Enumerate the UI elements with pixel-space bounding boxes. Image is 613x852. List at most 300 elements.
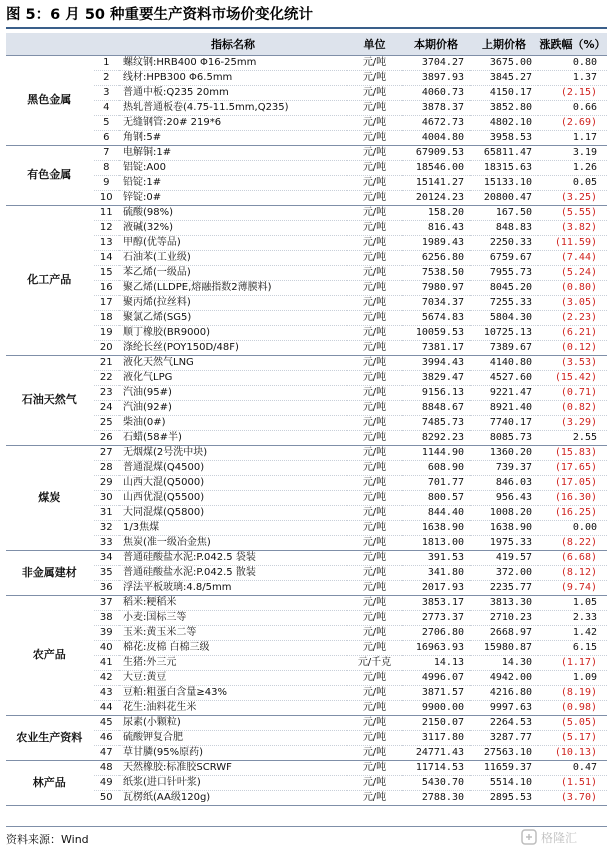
current-price: 2150.07 [402, 715, 470, 730]
indicator-name: 浮法平板玻璃:4.8/5mm [119, 580, 347, 595]
change-pct: (8.12) [538, 565, 607, 580]
table-row [6, 490, 607, 505]
indicator-name: 无缝钢管:20# 219*6 [119, 115, 347, 130]
current-price: 15141.27 [402, 175, 470, 190]
change-pct: (5.55) [538, 205, 607, 220]
unit-cell: 元/吨 [347, 760, 402, 775]
previous-price: 3958.53 [470, 130, 538, 145]
previous-price: 419.57 [470, 550, 538, 565]
table-row [6, 100, 607, 115]
row-number: 22 [93, 370, 119, 385]
row-number: 33 [93, 535, 119, 550]
table-row [6, 310, 607, 325]
change-pct: (8.19) [538, 685, 607, 700]
unit-cell: 元/吨 [347, 700, 402, 715]
previous-price: 3852.80 [470, 100, 538, 115]
current-price: 11714.53 [402, 760, 470, 775]
row-number: 48 [93, 760, 119, 775]
unit-cell: 元/吨 [347, 160, 402, 175]
previous-price: 6759.67 [470, 250, 538, 265]
table-row [6, 235, 607, 250]
row-number: 16 [93, 280, 119, 295]
unit-cell: 元/吨 [347, 640, 402, 655]
row-number: 24 [93, 400, 119, 415]
indicator-name: 硫酸(98%) [119, 205, 347, 220]
previous-price: 15980.87 [470, 640, 538, 655]
indicator-name: 线材:HPB300 Φ6.5mm [119, 70, 347, 85]
previous-price: 4140.80 [470, 355, 538, 370]
indicator-name: 顺丁橡胶(BR9000) [119, 325, 347, 340]
current-price: 800.57 [402, 490, 470, 505]
row-number: 12 [93, 220, 119, 235]
row-number: 23 [93, 385, 119, 400]
row-number: 1 [93, 55, 119, 70]
previous-price: 9997.63 [470, 700, 538, 715]
previous-price: 4150.17 [470, 85, 538, 100]
unit-cell: 元/吨 [347, 145, 402, 160]
change-pct: (3.70) [538, 790, 607, 805]
current-price: 5674.83 [402, 310, 470, 325]
indicator-name: 甲醇(优等品) [119, 235, 347, 250]
current-price: 341.80 [402, 565, 470, 580]
change-pct: (6.68) [538, 550, 607, 565]
table-row [6, 475, 607, 490]
row-number: 41 [93, 655, 119, 670]
table-row [6, 535, 607, 550]
table-row [6, 400, 607, 415]
unit-cell: 元/吨 [347, 175, 402, 190]
current-price: 3878.37 [402, 100, 470, 115]
previous-price: 15133.10 [470, 175, 538, 190]
change-pct: 1.05 [538, 595, 607, 610]
previous-price: 27563.10 [470, 745, 538, 760]
table-row [6, 190, 607, 205]
row-number: 10 [93, 190, 119, 205]
change-pct: (16.25) [538, 505, 607, 520]
current-price: 4004.80 [402, 130, 470, 145]
table-row [6, 280, 607, 295]
current-price: 2017.93 [402, 580, 470, 595]
previous-price: 18315.63 [470, 160, 538, 175]
unit-cell: 元/吨 [347, 790, 402, 805]
previous-price: 4942.00 [470, 670, 538, 685]
row-number: 36 [93, 580, 119, 595]
row-number: 5 [93, 115, 119, 130]
previous-price: 20800.47 [470, 190, 538, 205]
table-header-row [6, 33, 607, 55]
row-number: 37 [93, 595, 119, 610]
row-number: 17 [93, 295, 119, 310]
row-number: 8 [93, 160, 119, 175]
indicator-name: 棉花:皮棉 白棉三级 [119, 640, 347, 655]
previous-price: 2895.53 [470, 790, 538, 805]
unit-cell: 元/吨 [347, 205, 402, 220]
indicator-name: 玉米:黄玉米二等 [119, 625, 347, 640]
header-previous-price: 上期价格 [470, 33, 538, 55]
current-price: 1989.43 [402, 235, 470, 250]
change-pct: 3.19 [538, 145, 607, 160]
current-price: 5430.70 [402, 775, 470, 790]
unit-cell: 元/吨 [347, 685, 402, 700]
change-pct: 2.33 [538, 610, 607, 625]
table-row [6, 250, 607, 265]
row-number: 13 [93, 235, 119, 250]
indicator-name: 热轧普通板卷(4.75-11.5mm,Q235) [119, 100, 347, 115]
current-price: 2788.30 [402, 790, 470, 805]
indicator-name: 铝锭:A00 [119, 160, 347, 175]
indicator-name: 汽油(95#) [119, 385, 347, 400]
change-pct: (5.05) [538, 715, 607, 730]
row-number: 6 [93, 130, 119, 145]
indicator-name: 1/3焦煤 [119, 520, 347, 535]
change-pct: (3.25) [538, 190, 607, 205]
change-pct: 1.37 [538, 70, 607, 85]
indicator-name: 焦炭(准一级冶金焦) [119, 535, 347, 550]
change-pct: 2.55 [538, 430, 607, 445]
indicator-name: 涤纶长丝(POY150D/48F) [119, 340, 347, 355]
current-price: 3897.93 [402, 70, 470, 85]
row-number: 44 [93, 700, 119, 715]
previous-price: 9221.47 [470, 385, 538, 400]
row-number: 31 [93, 505, 119, 520]
row-number: 47 [93, 745, 119, 760]
change-pct: (9.74) [538, 580, 607, 595]
change-pct: 1.09 [538, 670, 607, 685]
unit-cell: 元/吨 [347, 610, 402, 625]
indicator-name: 锌锭:0# [119, 190, 347, 205]
row-number: 43 [93, 685, 119, 700]
previous-price: 4527.60 [470, 370, 538, 385]
indicator-name: 稻米:粳稻米 [119, 595, 347, 610]
indicator-name: 花生:油料花生米 [119, 700, 347, 715]
table-row [6, 520, 607, 535]
previous-price: 5804.30 [470, 310, 538, 325]
current-price: 3994.43 [402, 355, 470, 370]
indicator-name: 柴油(0#) [119, 415, 347, 430]
previous-price: 7740.17 [470, 415, 538, 430]
unit-cell: 元/吨 [347, 355, 402, 370]
row-number: 27 [93, 445, 119, 460]
row-number: 50 [93, 790, 119, 805]
table-row [6, 610, 607, 625]
indicator-name: 生猪:外三元 [119, 655, 347, 670]
table-row [6, 385, 607, 400]
change-pct: (17.65) [538, 460, 607, 475]
indicator-name: 聚丙烯(拉丝料) [119, 295, 347, 310]
previous-price: 65811.47 [470, 145, 538, 160]
current-price: 3117.80 [402, 730, 470, 745]
current-price: 158.20 [402, 205, 470, 220]
table-row [6, 730, 607, 745]
change-pct: (2.23) [538, 310, 607, 325]
change-pct: (3.82) [538, 220, 607, 235]
previous-price: 10725.13 [470, 325, 538, 340]
indicator-name: 液化天然气LNG [119, 355, 347, 370]
unit-cell: 元/吨 [347, 280, 402, 295]
unit-cell: 元/吨 [347, 580, 402, 595]
table-row [6, 685, 607, 700]
current-price: 9900.00 [402, 700, 470, 715]
unit-cell: 元/吨 [347, 190, 402, 205]
unit-cell: 元/吨 [347, 55, 402, 70]
change-pct: (0.12) [538, 340, 607, 355]
current-price: 14.13 [402, 655, 470, 670]
previous-price: 5514.10 [470, 775, 538, 790]
indicator-name: 大同混煤(Q5800) [119, 505, 347, 520]
current-price: 7485.73 [402, 415, 470, 430]
unit-cell: 元/吨 [347, 505, 402, 520]
indicator-name: 螺纹钢:HRB400 Φ16-25mm [119, 55, 347, 70]
table-row [6, 340, 607, 355]
previous-price: 3287.77 [470, 730, 538, 745]
unit-cell: 元/吨 [347, 550, 402, 565]
indicator-name: 苯乙烯(一级品) [119, 265, 347, 280]
category-cell: 农产品 [6, 595, 93, 715]
change-pct: (2.15) [538, 85, 607, 100]
previous-price: 3675.00 [470, 55, 538, 70]
change-pct: 0.47 [538, 760, 607, 775]
watermark-logo [521, 828, 605, 846]
current-price: 8848.67 [402, 400, 470, 415]
unit-cell: 元/吨 [347, 400, 402, 415]
previous-price: 2264.53 [470, 715, 538, 730]
table-row [6, 790, 607, 805]
current-price: 701.77 [402, 475, 470, 490]
current-price: 2706.80 [402, 625, 470, 640]
row-number: 29 [93, 475, 119, 490]
previous-price: 846.03 [470, 475, 538, 490]
current-price: 24771.43 [402, 745, 470, 760]
previous-price: 1008.20 [470, 505, 538, 520]
previous-price: 1638.90 [470, 520, 538, 535]
previous-price: 956.43 [470, 490, 538, 505]
current-price: 7980.97 [402, 280, 470, 295]
row-number: 4 [93, 100, 119, 115]
page-title: 图 5：6 月 50 种重要生产资料市场价变化统计 [6, 7, 314, 23]
table-row [6, 505, 607, 520]
indicator-name: 液碱(32%) [119, 220, 347, 235]
unit-cell: 元/吨 [347, 730, 402, 745]
unit-cell: 元/吨 [347, 460, 402, 475]
change-pct: (0.80) [538, 280, 607, 295]
current-price: 3871.57 [402, 685, 470, 700]
change-pct: (16.30) [538, 490, 607, 505]
row-number: 35 [93, 565, 119, 580]
indicator-name: 瓦楞纸(AA级120g) [119, 790, 347, 805]
current-price: 816.43 [402, 220, 470, 235]
indicator-name: 汽油(92#) [119, 400, 347, 415]
change-pct: 1.17 [538, 130, 607, 145]
unit-cell: 元/吨 [347, 265, 402, 280]
change-pct: (11.59) [538, 235, 607, 250]
change-pct: (3.05) [538, 295, 607, 310]
table-body [6, 55, 607, 805]
indicator-name: 豆粕:粗蛋白含量≥43% [119, 685, 347, 700]
unit-cell: 元/吨 [347, 235, 402, 250]
unit-cell: 元/吨 [347, 385, 402, 400]
indicator-name: 纸浆(进口针叶浆) [119, 775, 347, 790]
current-price: 7538.50 [402, 265, 470, 280]
indicator-name: 石蜡(58#半) [119, 430, 347, 445]
current-price: 1144.90 [402, 445, 470, 460]
row-number: 46 [93, 730, 119, 745]
current-price: 4996.07 [402, 670, 470, 685]
unit-cell: 元/吨 [347, 430, 402, 445]
current-price: 9156.13 [402, 385, 470, 400]
table-row [6, 580, 607, 595]
current-price: 7381.17 [402, 340, 470, 355]
current-price: 3704.27 [402, 55, 470, 70]
unit-cell: 元/吨 [347, 115, 402, 130]
change-pct: (5.17) [538, 730, 607, 745]
row-number: 19 [93, 325, 119, 340]
indicator-name: 大豆:黄豆 [119, 670, 347, 685]
change-pct: (5.24) [538, 265, 607, 280]
previous-price: 2668.97 [470, 625, 538, 640]
change-pct: 1.42 [538, 625, 607, 640]
category-cell: 石油天然气 [6, 355, 93, 445]
unit-cell: 元/吨 [347, 325, 402, 340]
header-change-pct: 涨跌幅（%） [538, 33, 607, 55]
change-pct: (0.98) [538, 700, 607, 715]
table-row [6, 145, 607, 160]
change-pct: (8.22) [538, 535, 607, 550]
indicator-name: 山西大混(Q5000) [119, 475, 347, 490]
current-price: 10059.53 [402, 325, 470, 340]
table-row [6, 640, 607, 655]
unit-cell: 元/吨 [347, 70, 402, 85]
current-price: 18546.00 [402, 160, 470, 175]
previous-price: 2235.77 [470, 580, 538, 595]
previous-price: 739.37 [470, 460, 538, 475]
previous-price: 7389.67 [470, 340, 538, 355]
indicator-name: 无烟煤(2号洗中块) [119, 445, 347, 460]
table-row [6, 445, 607, 460]
table-row [6, 775, 607, 790]
unit-cell: 元/吨 [347, 535, 402, 550]
table-row [6, 655, 607, 670]
unit-cell: 元/吨 [347, 520, 402, 535]
unit-cell: 元/吨 [347, 445, 402, 460]
unit-cell: 元/吨 [347, 295, 402, 310]
unit-cell: 元/吨 [347, 220, 402, 235]
table-row [6, 130, 607, 145]
unit-cell: 元/吨 [347, 340, 402, 355]
change-pct: 1.26 [538, 160, 607, 175]
indicator-name: 山西优混(Q5500) [119, 490, 347, 505]
table-row [6, 370, 607, 385]
table-row [6, 625, 607, 640]
row-number: 40 [93, 640, 119, 655]
current-price: 3853.17 [402, 595, 470, 610]
unit-cell: 元/千克 [347, 655, 402, 670]
unit-cell: 元/吨 [347, 775, 402, 790]
row-number: 18 [93, 310, 119, 325]
previous-price: 848.83 [470, 220, 538, 235]
previous-price: 11659.37 [470, 760, 538, 775]
unit-cell: 元/吨 [347, 100, 402, 115]
row-number: 39 [93, 625, 119, 640]
previous-price: 372.00 [470, 565, 538, 580]
change-pct: 0.05 [538, 175, 607, 190]
unit-cell: 元/吨 [347, 595, 402, 610]
current-price: 8292.23 [402, 430, 470, 445]
category-cell: 有色金属 [6, 145, 93, 205]
unit-cell: 元/吨 [347, 625, 402, 640]
current-price: 4060.73 [402, 85, 470, 100]
previous-price: 3845.27 [470, 70, 538, 85]
header-current-price: 本期价格 [402, 33, 470, 55]
change-pct: (1.51) [538, 775, 607, 790]
category-cell: 黑色金属 [6, 55, 93, 145]
current-price: 391.53 [402, 550, 470, 565]
row-number: 38 [93, 610, 119, 625]
indicator-name: 普通混煤(Q4500) [119, 460, 347, 475]
table-row [6, 415, 607, 430]
header-number [93, 33, 119, 55]
change-pct: 0.00 [538, 520, 607, 535]
price-table [6, 33, 607, 806]
current-price: 3829.47 [402, 370, 470, 385]
indicator-name: 普通中板:Q235 20mm [119, 85, 347, 100]
unit-cell: 元/吨 [347, 475, 402, 490]
change-pct: (15.42) [538, 370, 607, 385]
unit-cell: 元/吨 [347, 310, 402, 325]
row-number: 34 [93, 550, 119, 565]
change-pct: (2.69) [538, 115, 607, 130]
change-pct: (17.05) [538, 475, 607, 490]
previous-price: 7955.73 [470, 265, 538, 280]
previous-price: 4216.80 [470, 685, 538, 700]
row-number: 45 [93, 715, 119, 730]
unit-cell: 元/吨 [347, 670, 402, 685]
table-row [6, 205, 607, 220]
indicator-name: 小麦:国标三等 [119, 610, 347, 625]
table-row [6, 325, 607, 340]
row-number: 20 [93, 340, 119, 355]
current-price: 1638.90 [402, 520, 470, 535]
previous-price: 8045.20 [470, 280, 538, 295]
row-number: 3 [93, 85, 119, 100]
row-number: 28 [93, 460, 119, 475]
current-price: 16963.93 [402, 640, 470, 655]
table-row [6, 85, 607, 100]
category-cell: 非金属建材 [6, 550, 93, 595]
current-price: 67909.53 [402, 145, 470, 160]
previous-price: 14.30 [470, 655, 538, 670]
previous-price: 1360.20 [470, 445, 538, 460]
change-pct: (0.82) [538, 400, 607, 415]
current-price: 6256.80 [402, 250, 470, 265]
previous-price: 8085.73 [470, 430, 538, 445]
row-number: 25 [93, 415, 119, 430]
price-table-container [6, 33, 607, 806]
indicator-name: 铅锭:1# [119, 175, 347, 190]
current-price: 20124.23 [402, 190, 470, 205]
row-number: 26 [93, 430, 119, 445]
unit-cell: 元/吨 [347, 130, 402, 145]
indicator-name: 草甘膦(95%原药) [119, 745, 347, 760]
current-price: 1813.00 [402, 535, 470, 550]
indicator-name: 普通硅酸盐水泥:P.042.5 散装 [119, 565, 347, 580]
change-pct: (3.53) [538, 355, 607, 370]
previous-price: 4802.10 [470, 115, 538, 130]
previous-price: 7255.33 [470, 295, 538, 310]
table-row [6, 595, 607, 610]
unit-cell: 元/吨 [347, 490, 402, 505]
previous-price: 2250.33 [470, 235, 538, 250]
previous-price: 1975.33 [470, 535, 538, 550]
